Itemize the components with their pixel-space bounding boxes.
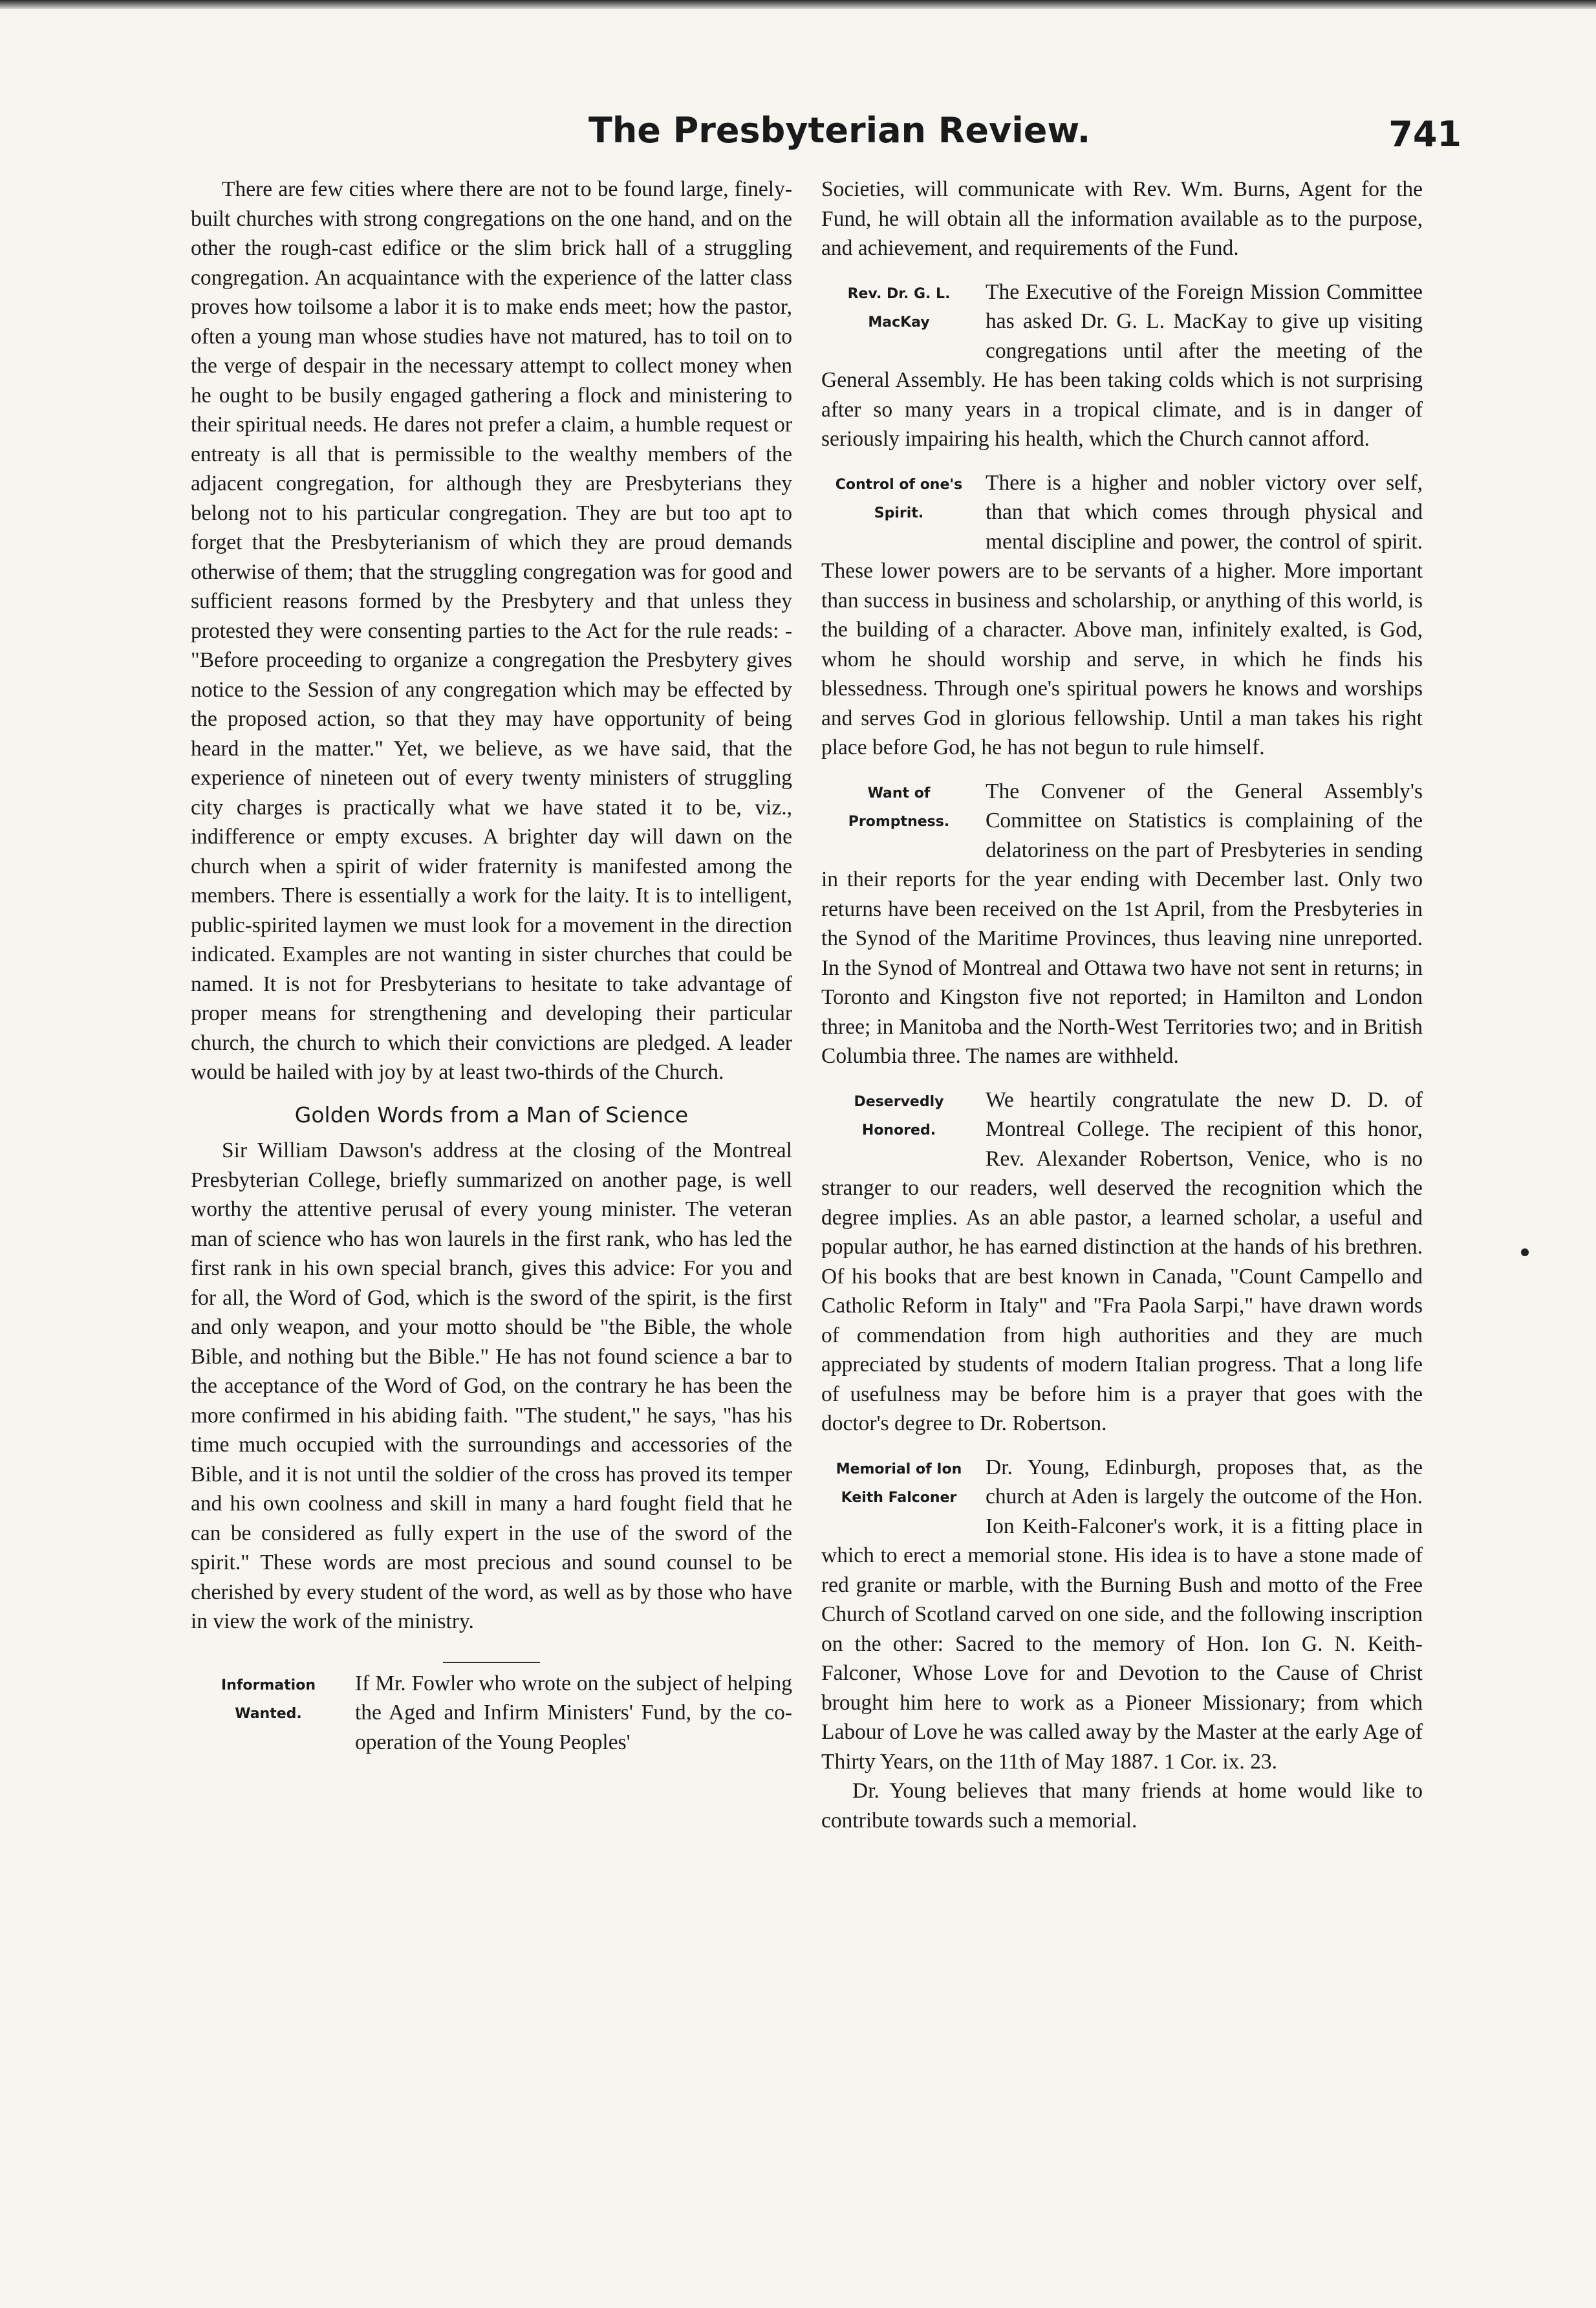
left-column [191, 175, 792, 1757]
note-control-of-spirit [821, 468, 1423, 763]
page-number: 741 [1388, 114, 1461, 155]
note-sidehead: Deservedly Honored. [854, 1093, 944, 1138]
note-sidehead: Rev. Dr. G. L. MacKay [847, 285, 951, 331]
page-header [175, 110, 1461, 162]
note-memorial [821, 1453, 1423, 1777]
ink-blot-mark [1521, 1248, 1529, 1256]
note-body: Dr. Young, Edinburgh, proposes that, as the church at Aden is largely the outcome of the Hon. Ion Keith-Falconer's work, it is a fitting place in which to erect a memorial stone. His idea is to have a stone made of red granite or marble, with the Burning Bush and motto of the Free Church of Scotland carved on one side, and the following inscription on the other: Sacred to the memory of Hon. Ion G. N. Keith-Falconer, Whose Love for and Devotion to the Cause of Christ brought him here to work as a Pioneer Missionary; from which Labour of Love he was called away by the Master at the early Age of Thirty Years, on the 11th of May 1887. 1 Cor. ix. 23. [821, 1455, 1423, 1774]
right-column [821, 175, 1423, 1835]
note-mackay [821, 278, 1423, 454]
page-top-edge [0, 0, 1596, 9]
note-body: We heartily congratulate the new D. D. of Montreal College. The recipient of this honor, Rev. Alexander Robertson, Venice, who is no stranger to our readers, well deserved the recognition which the degree implies. As an able pastor, a learned scholar, a useful and popular author, he has earned distinction at the hands of his brethren. Of his books that are best known in Canada, "Count Campello and Catholic Reform in Italy" and "Fra Paola Sarpi," have drawn words of commendation from high authorities and they are much appreciated by students of modern Italian progress. That a long life of usefulness may be before him is a prayer that goes with the doctor's degree to Dr. Robertson. [821, 1087, 1423, 1435]
note-sidehead: Control of one's Spirit. [835, 476, 963, 521]
section-divider [191, 1642, 792, 1655]
note-body: The Executive of the Foreign Mission Committee has asked Dr. G. L. MacKay to give up visiting congregations until after the meeting of the General Assembly. He has been taking colds which is not surprising after so many years in a tropical climate, and is in danger of seriously impairing his health, which the Church cannot afford. [821, 279, 1423, 451]
closing-paragraph: Dr. Young believes that many friends at home would like to contribute towards such a memorial. [821, 1779, 1423, 1833]
note-sidehead: Information Wanted. [221, 1677, 316, 1722]
note-body: There is a higher and nobler victory over self, than that which comes through physical and mental discipline and power, the control of spirit. These lower powers are to be servants of a higher. More important than success in business and scholarship, or anything of this world, is the building of a character. Above man, infinitely exalted, is God, whom he should worship and serve, in which he finds his blessedness. Through one's spiritual powers he knows and worships and serves God in glorious fellowship. Until a man takes his right place before God, he has not begun to rule himself. [821, 470, 1423, 759]
note-want-of-promptness [821, 777, 1423, 1071]
running-title: The Presbyterian Review. [588, 110, 1091, 151]
note-information-wanted [191, 1669, 792, 1758]
article-paragraph: Sir William Dawson's address at the closing of the Montreal Presbyterian College, briefly summarized on another page, is well worthy the attentive perusal of every young minister. The veteran man of science who has won laurels in the first rank, who has led the first rank in his own special branch, gives this advice: For you and for all, the Word of God, which is the sword of the spirit, is the first and only weapon, and your motto should be "the Bible, the whole Bible, and nothing but the Bible." He has not found science a bar to the acceptance of the Word of God, on the contrary he has been the more confirmed in his abiding faith. "The student," he says, "has his time much occupied with the surroundings and accessories of the Bible, and it is not until the soldier of the cross has proved its temper and his own coolness and skill in many a hard fought field that he can be considered as fully expert in the use of the sword of the spirit." These words are most precious and sound counsel to be cherished by every student of the word, as well as by those who have in view the work of the ministry. [191, 1138, 792, 1633]
continued-paragraph: Societies, will communicate with Rev. Wm. Burns, Agent for the Fund, he will obtain all the information available as to the purpose, and achievement, and requirements of the Fund. [821, 177, 1423, 260]
note-deservedly-honored [821, 1085, 1423, 1439]
note-body: The Convener of the General Assembly's Committee on Statistics is complaining of the delatoriness on the part of Presbyteries in sending in their reports for the year ending with December last. Only two returns have been received on the 1st April, from the Presbyteries in the Synod of the Maritime Provinces, thus leaving nine unreported. In the Synod of Montreal and Ottawa two have not sent in returns; in Toronto and Kingston five not reported; in Hamilton and London three; in Manitoba and the North-West Territories two; and in British Columbia three. The names are withheld. [821, 779, 1423, 1068]
note-sidehead: Want of Promptness. [848, 785, 950, 830]
note-body: If Mr. Fowler who wrote on the subject of helping the Aged and Infirm Ministers' Fund, by the co-operation of the Young Peoples' [355, 1671, 792, 1754]
note-sidehead: Memorial of Ion Keith Falconer [836, 1461, 962, 1506]
section-heading: Golden Words from a Man of Science [294, 1102, 689, 1127]
article-paragraph: There are few cities where there are not to be found large, finely-built churches with strong congregations on the one hand, and on the other the rough-cast edifice or the slim brick hall of a struggling congregation. An acquaintance with the experience of the latter class proves how toilsome a labor it is to make ends meet; how the pastor, often a young man whose studies have not matured, has to toil on to the verge of despair in the necessary attempt to collect money when he ought to be busily engaged gathering a flock and ministering to their spiritual needs. He dares not prefer a claim, a humble request or entreaty is all that is permissible to the wealthy members of the adjacent congregation, for although they are Presbyterians they belong not to his particular congregation. They are but too apt to forget that the Presbyterianism of which they are proud demands otherwise of them; that the struggling congregation was for good and sufficient reasons formed by the Presbytery and that unless they protested they were consenting parties to the Act for the rule reads: - "Before proceeding to organize a congregation the Presbytery gives notice to the Session of any congregation which may be effected by the proposed action, so that they may have opportunity of being heard in the matter." Yet, we believe, as we have said, that the experience of nineteen out of every twenty ministers of struggling city charges is practically what we have stated it to be, viz., indifference or empty excuses. A brighter day will dawn on the church when a spirit of wider fraternity is manifested among the members. There is essentially a work for the laity. It is to intelligent, public-spirited laymen we must look for a movement in the direction indicated. Examples are not wanting in sister churches that could be named. It is not for Presbyterians to hesitate to take advantage of proper means for strengthening and developing their particular church, the church to which their convictions are pledged. A leader would be hailed with joy by at least two-thirds of the Church. [191, 177, 792, 1084]
